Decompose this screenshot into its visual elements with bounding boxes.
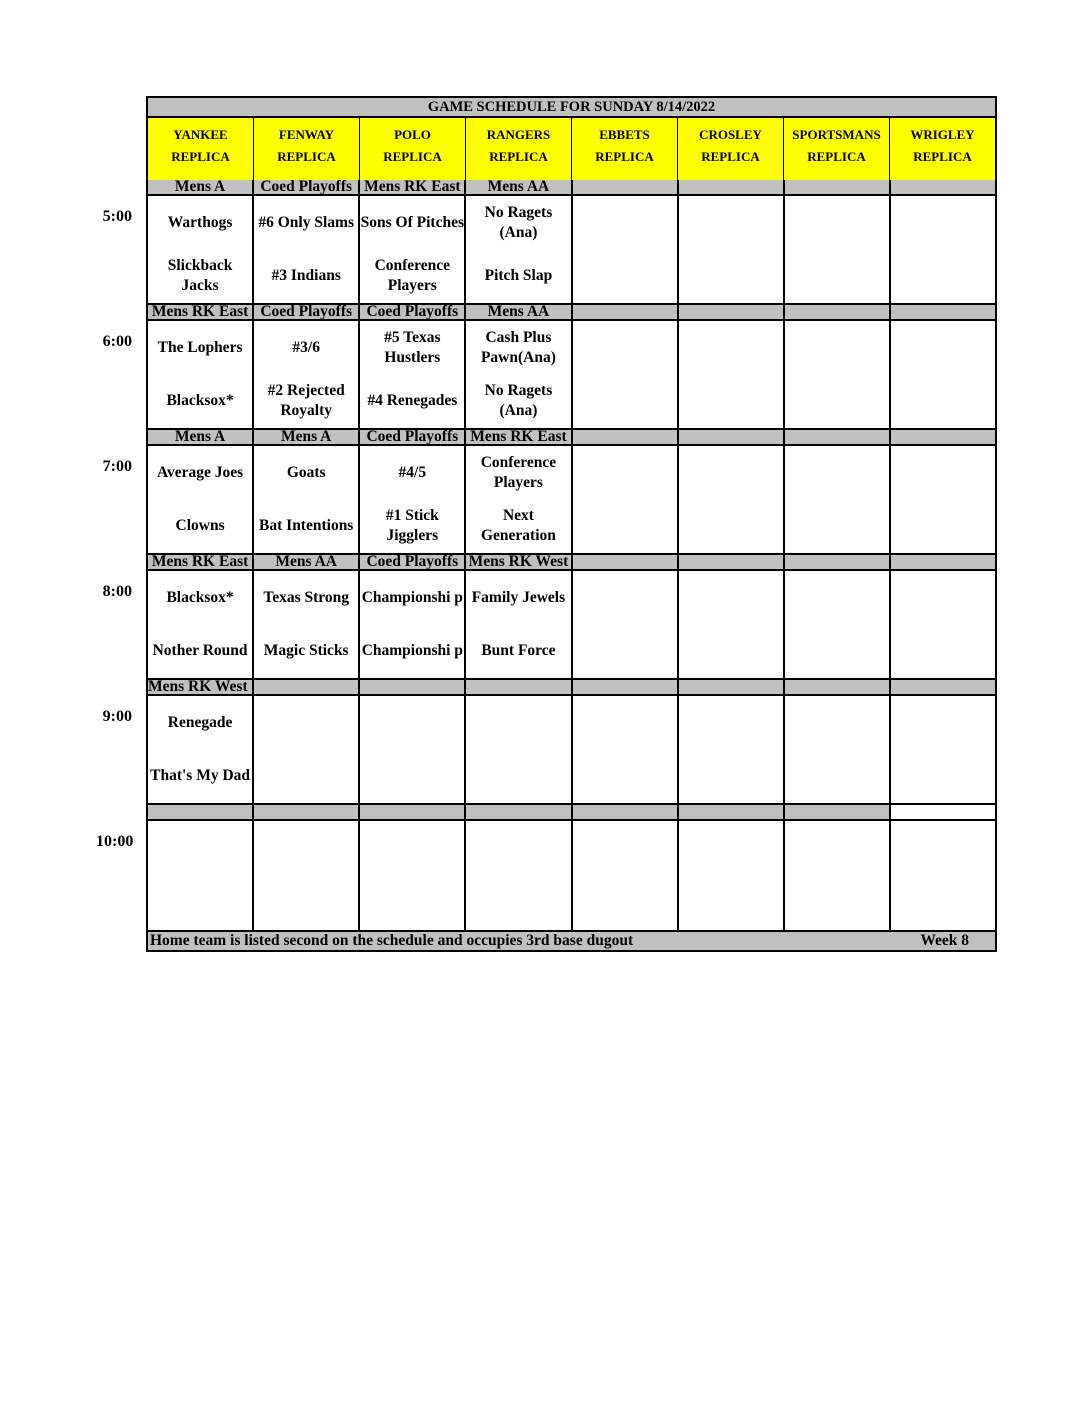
park-subtitle: REPLICA [701, 149, 760, 164]
home-team [573, 250, 677, 304]
home-team [573, 875, 677, 929]
field-column [783, 446, 889, 553]
field-column [677, 196, 783, 303]
field-column [889, 571, 997, 678]
time-slot [102, 305, 997, 430]
away-team [785, 571, 889, 625]
field-column [464, 821, 570, 930]
home-team [466, 750, 570, 804]
time-slot [102, 680, 997, 805]
field-column [889, 321, 997, 428]
field-column [889, 446, 997, 553]
games-row [146, 321, 997, 430]
park-name: RANGERS [486, 127, 551, 142]
home-team [785, 750, 889, 804]
away-team [573, 696, 677, 750]
home-team [785, 375, 889, 429]
away-team [785, 821, 889, 875]
home-team: #3 Indians [271, 267, 341, 285]
away-team [679, 821, 783, 875]
park-header [571, 118, 677, 180]
away-team [254, 821, 358, 875]
home-team: Championshi p [361, 642, 463, 660]
games-row [146, 821, 997, 930]
away-team [148, 821, 252, 875]
away-team: The Lophers [157, 338, 243, 356]
park-header [889, 118, 995, 180]
division-label [571, 555, 677, 569]
division-row [146, 680, 997, 696]
home-team [679, 250, 783, 304]
division-label [783, 555, 889, 569]
field-column [889, 696, 997, 803]
field-column [146, 571, 252, 678]
home-team [573, 750, 677, 804]
away-team [891, 196, 995, 250]
field-column [677, 696, 783, 803]
division-label [889, 180, 997, 194]
division-label [571, 805, 677, 819]
home-team [785, 875, 889, 929]
field-column [146, 446, 252, 553]
home-team [254, 875, 358, 929]
home-team [254, 750, 358, 804]
away-team: Renegade [167, 713, 233, 731]
field-column [571, 321, 677, 428]
footer-note: Home team is listed second on the schedule and occupies 3rd base dugout [150, 932, 634, 949]
park-subtitle: REPLICA [595, 149, 654, 164]
time-label: 6:00 [102, 333, 132, 350]
park-header [465, 118, 571, 180]
division-label [252, 680, 358, 694]
field-column [677, 321, 783, 428]
field-column [677, 821, 783, 930]
home-team [148, 875, 252, 929]
home-team: No Ragets (Ana) [484, 382, 553, 420]
park-subtitle: REPLICA [489, 149, 548, 164]
division-label: Mens RK West [146, 680, 252, 694]
division-row [146, 555, 997, 571]
away-team [466, 821, 570, 875]
time-slot [102, 430, 997, 555]
field-column [358, 446, 464, 553]
home-team: That's My Dad [150, 767, 251, 785]
division-row [146, 430, 997, 446]
division-label [783, 305, 889, 319]
division-label [783, 180, 889, 194]
away-team [785, 196, 889, 250]
field-column [358, 196, 464, 303]
park-name: FENWAY [278, 127, 335, 142]
away-team [679, 696, 783, 750]
away-team [466, 696, 570, 750]
away-team: #3/6 [292, 338, 320, 356]
schedule-title: GAME SCHEDULE FOR SUNDAY 8/14/2022 [146, 96, 997, 118]
away-team [573, 821, 677, 875]
division-label: Mens A [252, 430, 358, 444]
division-label [783, 680, 889, 694]
away-team: Cash Plus Pawn(Ana) [480, 328, 556, 366]
division-label [464, 805, 570, 819]
away-team: Family Jewels [471, 588, 566, 606]
division-label [889, 680, 997, 694]
park-name: POLO [394, 127, 431, 142]
schedule-footer [146, 930, 997, 952]
home-team [573, 500, 677, 554]
field-column [464, 446, 570, 553]
home-team: Magic Sticks [263, 642, 349, 660]
home-team [360, 875, 464, 929]
home-team: Conference Players [374, 257, 451, 295]
field-column [464, 321, 570, 428]
time-slot [102, 555, 997, 680]
field-column [146, 196, 252, 303]
home-team [785, 250, 889, 304]
time-slots [96, 180, 997, 930]
home-team [891, 625, 995, 679]
division-label: Coed Playoffs [358, 430, 464, 444]
park-subtitle: REPLICA [171, 149, 230, 164]
time-label: 8:00 [102, 583, 132, 600]
park-header [359, 118, 465, 180]
division-label [571, 430, 677, 444]
division-label [677, 680, 783, 694]
field-column [571, 446, 677, 553]
park-name: CROSLEY [699, 127, 762, 142]
division-label [252, 805, 358, 819]
division-label [464, 680, 570, 694]
away-team [679, 321, 783, 375]
field-column [783, 821, 889, 930]
field-column [358, 321, 464, 428]
home-team: #1 Stick Jigglers [385, 507, 439, 545]
games-row [146, 696, 997, 805]
division-label [783, 430, 889, 444]
park-header-row [146, 118, 997, 180]
away-team [254, 696, 358, 750]
park-subtitle: REPLICA [913, 149, 972, 164]
field-column [783, 571, 889, 678]
division-label: Mens AA [464, 305, 570, 319]
time-slot [96, 805, 997, 930]
division-label [677, 305, 783, 319]
away-team: Texas Strong [263, 588, 350, 606]
home-team: Blacksox* [166, 392, 234, 410]
division-label: Mens RK West [464, 555, 570, 569]
field-column [889, 196, 997, 303]
park-subtitle: REPLICA [277, 149, 336, 164]
field-column [783, 321, 889, 428]
division-label: Mens AA [252, 555, 358, 569]
away-team: #5 Texas Hustlers [384, 328, 441, 366]
division-label [889, 555, 997, 569]
field-column [677, 571, 783, 678]
away-team [891, 446, 995, 500]
home-team: Nother Round [152, 642, 248, 660]
division-label [677, 555, 783, 569]
away-team: Average Joes [156, 463, 244, 481]
field-column [252, 196, 358, 303]
away-team: Goats [286, 463, 326, 481]
division-label [889, 430, 997, 444]
away-team: Warthogs [167, 213, 233, 231]
field-column [252, 696, 358, 803]
park-header [253, 118, 359, 180]
away-team [891, 821, 995, 875]
park-name: EBBETS [599, 127, 650, 142]
park-header [677, 118, 783, 180]
division-label: Mens A [146, 430, 252, 444]
time-slot [102, 180, 997, 305]
field-column [571, 196, 677, 303]
field-column [464, 696, 570, 803]
away-team [785, 696, 889, 750]
away-team [573, 571, 677, 625]
division-label: Coed Playoffs [252, 305, 358, 319]
field-column [889, 821, 997, 930]
away-team [573, 321, 677, 375]
field-column [146, 696, 252, 803]
away-team: #4/5 [398, 463, 427, 481]
home-team: #4 Renegades [367, 392, 458, 410]
division-label: Coed Playoffs [358, 555, 464, 569]
division-label: Mens AA [464, 180, 570, 194]
away-team [679, 571, 783, 625]
field-column [783, 196, 889, 303]
home-team: Bunt Force [481, 642, 556, 660]
home-team: Next Generation [480, 507, 556, 545]
week-label: Week 8 [920, 932, 969, 949]
schedule-table [96, 96, 997, 952]
home-team [679, 625, 783, 679]
home-team [679, 875, 783, 929]
home-team: Clowns [175, 517, 225, 535]
field-column [252, 446, 358, 553]
field-column [358, 571, 464, 678]
games-row [146, 196, 997, 305]
home-team [891, 250, 995, 304]
home-team: #2 Rejected Royalty [267, 382, 345, 420]
field-column [464, 196, 570, 303]
park-name: YANKEE [173, 127, 228, 142]
division-label: Mens RK East [146, 555, 252, 569]
division-label [146, 805, 252, 819]
away-team: Sons Of Pitches [360, 213, 464, 231]
away-team [573, 446, 677, 500]
away-team [785, 446, 889, 500]
away-team [891, 696, 995, 750]
division-label [783, 805, 889, 819]
division-label [358, 805, 464, 819]
home-team: Slickback Jacks [167, 257, 233, 295]
away-team [891, 321, 995, 375]
field-column [677, 446, 783, 553]
field-column [783, 696, 889, 803]
division-label [358, 680, 464, 694]
division-label [571, 180, 677, 194]
games-row [146, 446, 997, 555]
away-team [679, 196, 783, 250]
division-row [146, 305, 997, 321]
division-label [571, 305, 677, 319]
field-column [146, 821, 252, 930]
time-label: 10:00 [96, 833, 134, 850]
home-team [891, 875, 995, 929]
home-team [891, 750, 995, 804]
home-team: Bat Intentions [259, 517, 354, 535]
park-name: SPORTSMANS [792, 127, 881, 142]
games-row [146, 571, 997, 680]
division-label: Mens RK East [146, 305, 252, 319]
away-team [891, 571, 995, 625]
division-label: Mens A [146, 180, 252, 194]
park-header [783, 118, 889, 180]
field-column [358, 821, 464, 930]
home-team [679, 375, 783, 429]
division-label [889, 805, 997, 819]
time-label: 5:00 [102, 208, 132, 225]
away-team: Conference Players [480, 453, 557, 491]
home-team [573, 375, 677, 429]
away-team [679, 446, 783, 500]
division-label [677, 180, 783, 194]
park-subtitle: REPLICA [807, 149, 866, 164]
field-column [252, 571, 358, 678]
field-column [571, 696, 677, 803]
home-team [679, 750, 783, 804]
home-team [466, 875, 570, 929]
away-team [360, 821, 464, 875]
home-team [785, 625, 889, 679]
field-column [146, 321, 252, 428]
home-team [785, 500, 889, 554]
away-team [360, 696, 464, 750]
division-label: Mens RK East [358, 180, 464, 194]
home-team [891, 375, 995, 429]
park-header [148, 118, 253, 180]
field-column [252, 821, 358, 930]
division-label: Mens RK East [464, 430, 570, 444]
home-team [679, 500, 783, 554]
division-label [571, 680, 677, 694]
park-name: WRIGLEY [910, 127, 975, 142]
division-row [146, 180, 997, 196]
field-column [464, 571, 570, 678]
away-team: No Ragets (Ana) [484, 203, 553, 241]
division-label [889, 305, 997, 319]
away-team [785, 321, 889, 375]
division-row [146, 805, 997, 821]
home-team [573, 625, 677, 679]
division-label: Coed Playoffs [358, 305, 464, 319]
field-column [252, 321, 358, 428]
field-column [571, 821, 677, 930]
away-team: Blacksox* [166, 588, 234, 606]
away-team: Championshi p [361, 588, 463, 606]
field-column [571, 571, 677, 678]
time-label: 9:00 [102, 708, 132, 725]
division-label [677, 430, 783, 444]
away-team: #6 Only Slams [258, 213, 354, 231]
park-subtitle: REPLICA [383, 149, 442, 164]
away-team [573, 196, 677, 250]
division-label: Coed Playoffs [252, 180, 358, 194]
division-label [677, 805, 783, 819]
home-team [360, 750, 464, 804]
home-team: Pitch Slap [484, 267, 553, 285]
home-team [891, 500, 995, 554]
time-label: 7:00 [102, 458, 132, 475]
field-column [358, 696, 464, 803]
